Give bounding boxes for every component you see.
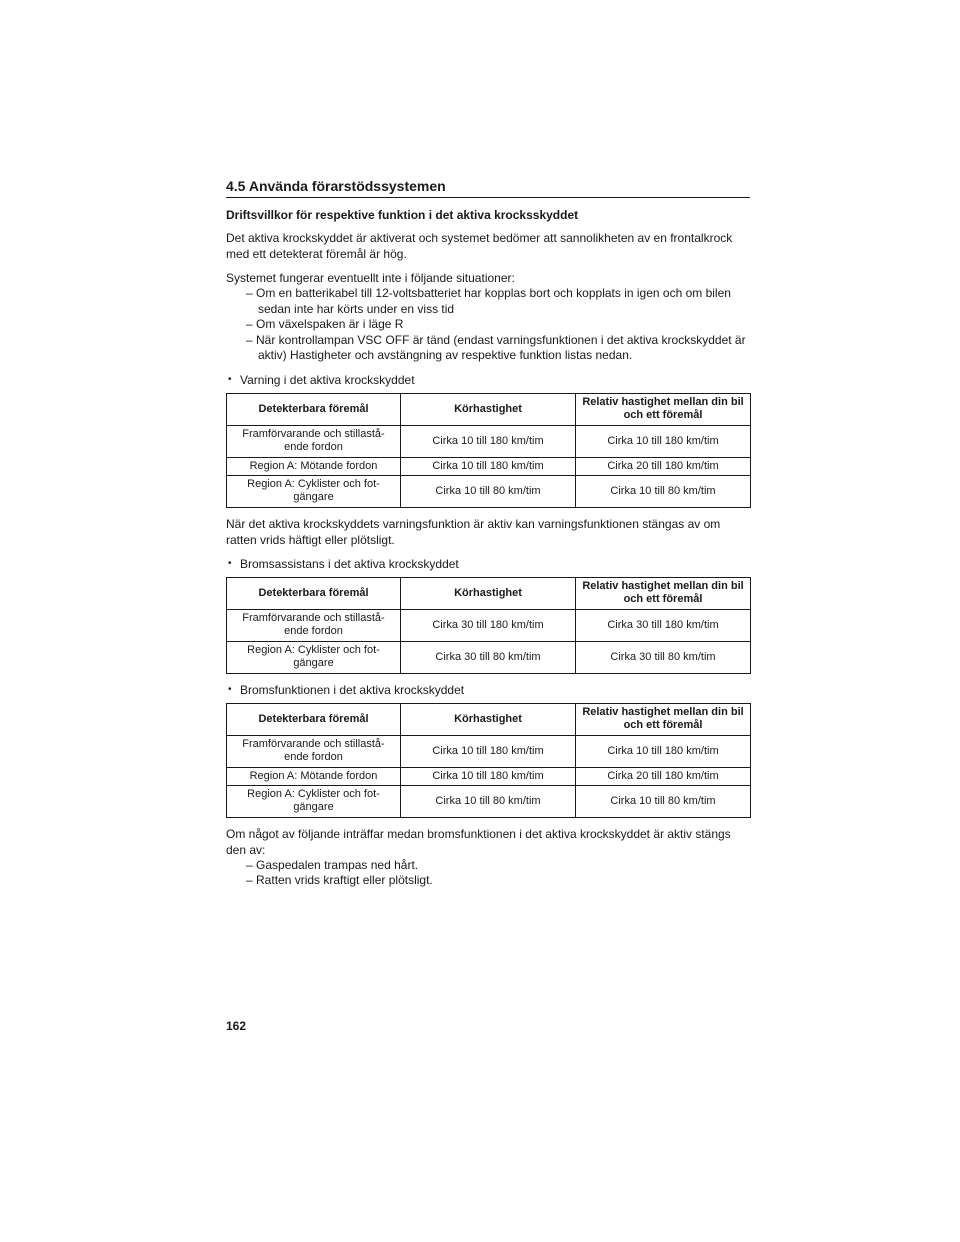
table-cell: Cirka 10 till 180 km/tim (401, 425, 576, 457)
table-row (227, 735, 751, 767)
list-item: – Ratten vrids kraftigt eller plötsligt. (228, 873, 750, 889)
table-cell: Framförvarande och stillastå-ende fordon (227, 425, 401, 457)
table-cell: Cirka 20 till 180 km/tim (576, 457, 751, 475)
column-header: Relativ hastighet mellan din bil och ett föremål (576, 703, 751, 735)
sub-heading: Driftsvillkor för respektive funktion i det aktiva krocksskyddet (226, 208, 579, 222)
table-row (227, 609, 751, 641)
brake-off-intro: Om något av följande inträffar medan bromsfunktionen i det aktiva krockskyddet är aktiv stängs den av: (226, 826, 731, 857)
table-cell: Cirka 30 till 180 km/tim (576, 609, 751, 641)
table-header-row (227, 393, 751, 425)
column-header: Relativ hastighet mellan din bil och ett föremål (576, 577, 751, 609)
table-row (227, 641, 751, 673)
warning-note: När det aktiva krockskyddets varningsfunktion är aktiv kan varningsfunktionen stängas av om ratten vrids häftigt eller plötsligt. (226, 516, 721, 547)
table-cell: Cirka 10 till 180 km/tim (401, 767, 576, 785)
table-cell: Region A: Mötande fordon (227, 457, 401, 475)
column-header: Körhastighet (401, 577, 576, 609)
brake-function-table (226, 703, 751, 818)
table-cell: Cirka 20 till 180 km/tim (576, 767, 751, 785)
intro-paragraph: Det aktiva krockskyddet är aktiverat och systemet bedömer att sannolikheten av en frontalkrock med ett detekterat föremål är hög. (226, 231, 733, 261)
warning-table (226, 393, 751, 508)
column-header: Detekterbara föremål (227, 577, 401, 609)
table-cell: Cirka 30 till 180 km/tim (401, 609, 576, 641)
column-header: Körhastighet (401, 703, 576, 735)
table-cell: Cirka 10 till 80 km/tim (576, 785, 751, 817)
column-header: Relativ hastighet mellan din bil och ett föremål (576, 393, 751, 425)
table-cell: Cirka 10 till 180 km/tim (401, 457, 576, 475)
table-cell: Cirka 10 till 180 km/tim (401, 735, 576, 767)
table-cell: Cirka 10 till 80 km/tim (401, 785, 576, 817)
table-cell: Region A: Cyklister och fot-gängare (227, 641, 401, 673)
list-item: – Om en batterikabel till 12-voltsbatteriet har kopplas bort och kopplats in igen och om bilen sedan inte har körts under en viss tid (228, 286, 750, 317)
table-title-warning: • Varning i det aktiva krockskyddet (226, 372, 750, 388)
table-cell: Cirka 10 till 80 km/tim (576, 475, 751, 507)
list-item: – Gaspedalen trampas ned hårt. (228, 858, 750, 874)
list-item: – När kontrollampan VSC OFF är tänd (endast varningsfunktionen i det aktiva krockskyddet är aktiv) Hastigheter och avstängning av respektive funktion listas nedan. (228, 333, 750, 364)
table-row (227, 475, 751, 507)
page-number: 162 (226, 1019, 247, 1033)
table-row (227, 425, 751, 457)
table-cell: Cirka 30 till 80 km/tim (401, 641, 576, 673)
table-title-brake-function: • Bromsfunktionen i det aktiva krockskyddet (226, 682, 750, 698)
table-cell: Region A: Mötande fordon (227, 767, 401, 785)
brake-assist-table (226, 577, 751, 674)
brake-off-list (226, 858, 750, 889)
situations-list (226, 286, 750, 364)
table-cell: Cirka 30 till 80 km/tim (576, 641, 751, 673)
table-cell: Cirka 10 till 180 km/tim (576, 735, 751, 767)
table-cell: Region A: Cyklister och fot-gängare (227, 785, 401, 817)
table-cell: Framförvarande och stillastå-ende fordon (227, 735, 401, 767)
table-row (227, 767, 751, 785)
table-header-row (227, 703, 751, 735)
table-cell: Region A: Cyklister och fot-gängare (227, 475, 401, 507)
table-row (227, 457, 751, 475)
page-content (226, 178, 750, 897)
situations-intro: Systemet fungerar eventuellt inte i följande situationer: (226, 271, 515, 285)
table-row (227, 785, 751, 817)
table-header-row (227, 577, 751, 609)
table-cell: Framförvarande och stillastå-ende fordon (227, 609, 401, 641)
list-item: – Om växelspaken är i läge R (228, 317, 750, 333)
table-cell: Cirka 10 till 80 km/tim (401, 475, 576, 507)
section-header: 4.5 Använda förarstödssystemen (226, 178, 750, 198)
column-header: Körhastighet (401, 393, 576, 425)
table-cell: Cirka 10 till 180 km/tim (576, 425, 751, 457)
column-header: Detekterbara föremål (227, 703, 401, 735)
column-header: Detekterbara föremål (227, 393, 401, 425)
table-title-brake-assist: • Bromsassistans i det aktiva krockskyddet (226, 556, 750, 572)
